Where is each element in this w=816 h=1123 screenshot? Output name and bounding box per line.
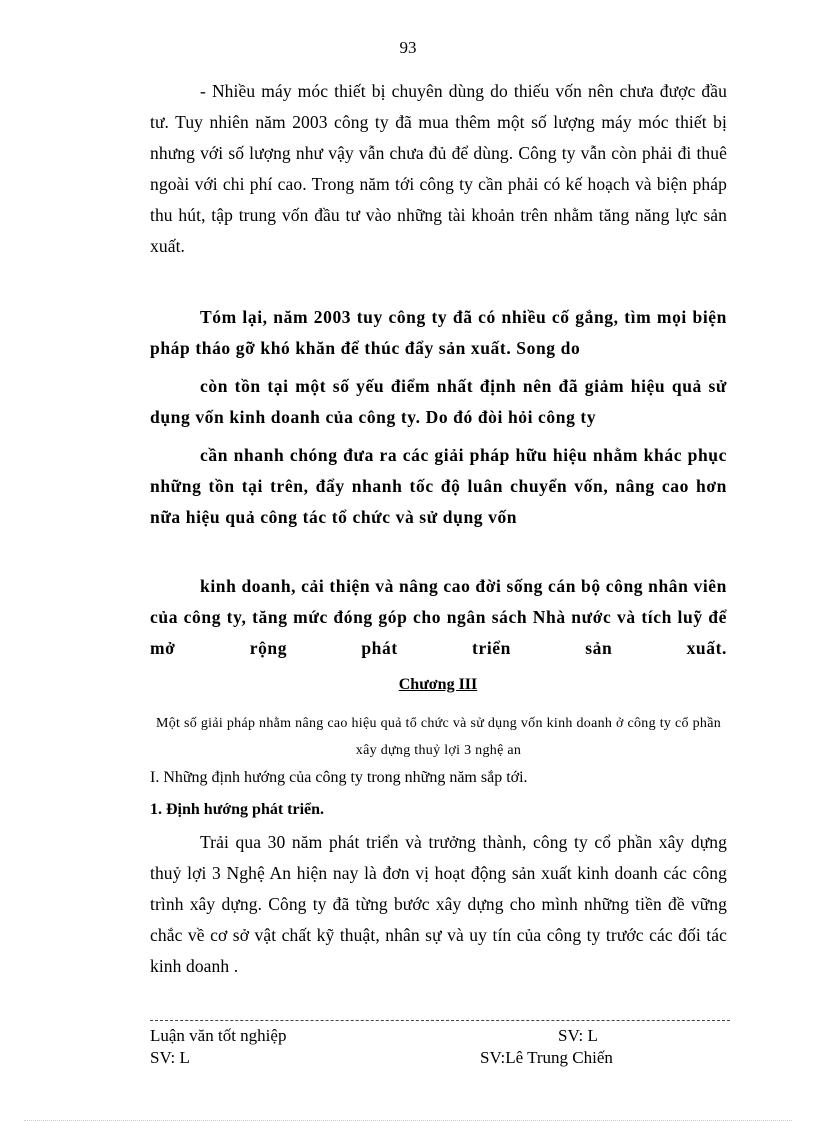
page-bottom-divider: [24, 1120, 792, 1121]
footer-divider: [150, 1020, 730, 1021]
subsection-heading: 1. Định hướng phát triển.: [150, 801, 325, 818]
chapter-title: Chương III: [398, 676, 478, 693]
footer-sv-right: SV: L: [558, 1026, 598, 1045]
paragraph-development: Trải qua 30 năm phát triển và trưởng thành, công ty cổ phần xây dựng thuỷ lợi 3 Nghệ An hiện nay là đơn vị hoạt động sản xuất kinh doanh các công trình xây dựng. Công ty đã từng bước xây dựng cho mình những tiền đề vững chắc về cơ sở vật chất kỹ thuật, nhân sự và uy tín của công ty trước các đối tác kinh doanh .: [150, 832, 727, 976]
paragraph-equipment: - Nhiều máy móc thiết bị chuyên dùng do thiếu vốn nên chưa được đầu tư. Tuy nhiên năm 2003 công ty đã mua thêm một số lượng máy móc thiết bị nhưng với số lượng như vậy vẫn chưa đủ để dùng. Công ty vẫn còn phải đi thuê ngoài với chi phí cao. Trong năm tới công ty cần phải có kế hoạch và biện pháp thu hút, tập trung vốn đầu tư vào những tài khoản trên nhằm tăng năng lực sản xuất.: [150, 81, 727, 256]
footer-student-name: SV:Lê Trung Chiến: [480, 1048, 613, 1067]
summary-part-2: còn tồn tại một số yếu điểm nhất định nên đã giảm hiệu quả sử dụng vốn kinh doanh của công ty. Do đó đòi hỏi công ty: [150, 376, 727, 427]
page-number: 93: [399, 38, 417, 57]
summary-part-3: cần nhanh chóng đưa ra các giải pháp hữu hiệu nhằm khác phục những tồn tại trên, đẩy nhanh tốc độ luân chuyển vốn, nâng cao hơn nữa hiệu quả công tác tổ chức và sử dụng vốn: [150, 445, 727, 527]
section-heading: I. Những định hướng của công ty trong những năm sắp tới.: [150, 769, 528, 786]
footer-row-top: [150, 1026, 730, 1046]
summary-part-1: Tóm lại, năm 2003 tuy công ty đã có nhiều cố gắng, tìm mọi biện pháp tháo gỡ khó khăn để thúc đẩy sản xuất. Song do: [150, 307, 727, 358]
summary-part-4: kinh doanh, cải thiện và nâng cao đời sống cán bộ công nhân viên của công ty, tăng mức đóng góp cho ngân sách Nhà nước và tích luỹ để mở rộng phát triển sản xuất.: [150, 576, 727, 658]
footer-row-bottom: [150, 1048, 730, 1068]
chapter-subtitle: Một số giải pháp nhằm nâng cao hiệu quả tổ chức và sử dụng vốn kinh doanh ở công ty cổ phần xây dựng thuỷ lợi 3 nghệ an: [155, 716, 722, 758]
footer-thesis-label: Luận văn tốt nghiệp: [150, 1026, 287, 1045]
footer-sv-left: SV: L: [150, 1048, 190, 1067]
